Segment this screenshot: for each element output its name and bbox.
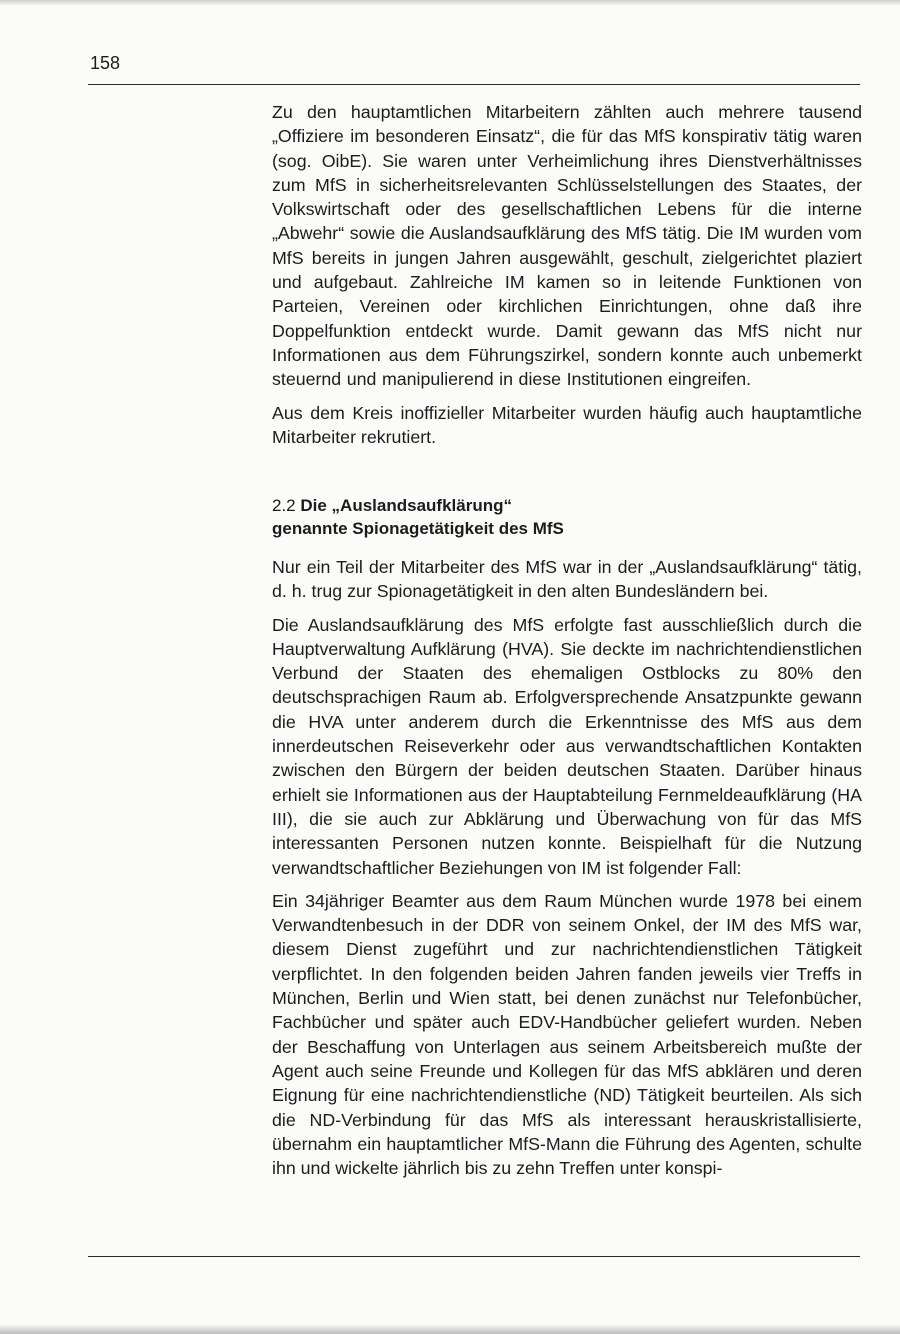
paragraph-hva: Die Auslandsaufklärung des MfS erfolgte fast ausschließlich durch die Hauptverwaltung Aufklärung (HVA). Sie deckte im nachrichtendienstlichen Verbund der Staaten des ehemaligen Ostblocks zu 80% den deutschsprachigen Raum ab. Erfolgversprechende Ansatzpunkte gewann die HVA unter anderem durch die Erkenntnisse des MfS aus dem innerdeutschen Reiseverkehr oder aus verwandtschaftlichen Kontakten zwischen den Bürgern der beiden deutschen Staaten. Darüber hinaus erhielt sie Informationen aus der Hauptabteilung Fernmeldeaufklärung (HA III), die sie auch zur Abklärung und Überwachung von für das MfS interessanten Personen nutzen konnte. Beispielhaft für die Nutzung verwandtschaftlicher Beziehungen von IM ist folgender Fall: — [272, 614, 862, 878]
paragraph-oibe: Zu den hauptamtlichen Mitarbeitern zählten auch mehrere tausend „Offiziere im besonderen Einsatz“, die für das MfS konspirativ tätig waren (sog. OibE). Sie waren unter Verheimlichung ihres Dienstverhältnisses zum MfS in sicherheitsrelevanten Schlüsselstellungen des Staates, der Volkswirtschaft oder des gesellschaftlichen Lebens für die interne „Abwehr“ sowie die Auslandsaufklärung des MfS tätig. Die IM wurden vom MfS bereits in jungen Jahren ausgewählt, geschult, zielgerichtet plaziert und aufgebaut. Zahlreiche IM kamen so in leitende Funktionen von Parteien, Vereinen oder kirchlichen Einrichtungen, ohne daß ihre Doppelfunktion entdeckt wurde. Damit gewann das MfS nicht nur Informationen aus dem Führungszirkel, sondern konnte auch unbemerkt steuernd und manipulierend in diese Institutionen eingreifen. — [272, 102, 862, 390]
page-number: 158 — [90, 53, 121, 73]
scan-top-edge — [0, 0, 900, 6]
header-rule — [88, 84, 860, 85]
section-title-line1: Die „Auslandsaufklärung“ — [300, 496, 512, 515]
section-title-line2: genannte Spionagetätigkeit des MfS — [272, 518, 564, 538]
intro-text — [272, 100, 862, 449]
section-heading-line1 — [272, 495, 862, 518]
section-number: 2.2 — [272, 496, 296, 515]
paragraph-intro-hva: Nur ein Teil der Mitarbeiter des MfS war in der „Auslandsaufklärung“ tätig, d. h. trug zur Spionagetätigkeit in den alten Bundesländern bei. — [272, 557, 862, 602]
paragraph-recruitment: Aus dem Kreis inoffizieller Mitarbeiter wurden häufig auch hauptamtliche Mitarbeiter rekrutiert. — [272, 402, 862, 447]
paragraph-case: Ein 34jähriger Beamter aus dem Raum München wurde 1978 bei einem Verwandtenbesuch in der DDR von seinem Onkel, der IM des MfS war, diesem Dienst zugeführt und zur nachrichtendienstlichen Tätigkeit verpflichtet. In den folgenden beiden Jahren fanden jeweils vier Treffs in München, Berlin und Wien statt, bei denen zunächst nur Telefonbücher, Fachbücher und später auch EDV-Handbücher geliefert wurden. Neben der Beschaffung von Unterlagen aus seinem Arbeitsbereich mußte der Agent auch seine Freunde und Kollegen für das MfS abklären und deren Eignung für eine nachrichtendienstliche (ND) Tätigkeit beurteilen. Als sich die ND-Verbindung für das MfS als interessant herauskristallisierte, übernahm ein hauptamtlicher MfS-Mann die Führung des Agenten, schulte ihn und wickelte jährlich bis zu zehn Treffen unter konspi- — [272, 890, 862, 1179]
section-heading — [272, 495, 862, 540]
scan-bottom-edge — [0, 1324, 900, 1334]
footer-rule — [88, 1256, 860, 1257]
section-text — [272, 555, 862, 1180]
